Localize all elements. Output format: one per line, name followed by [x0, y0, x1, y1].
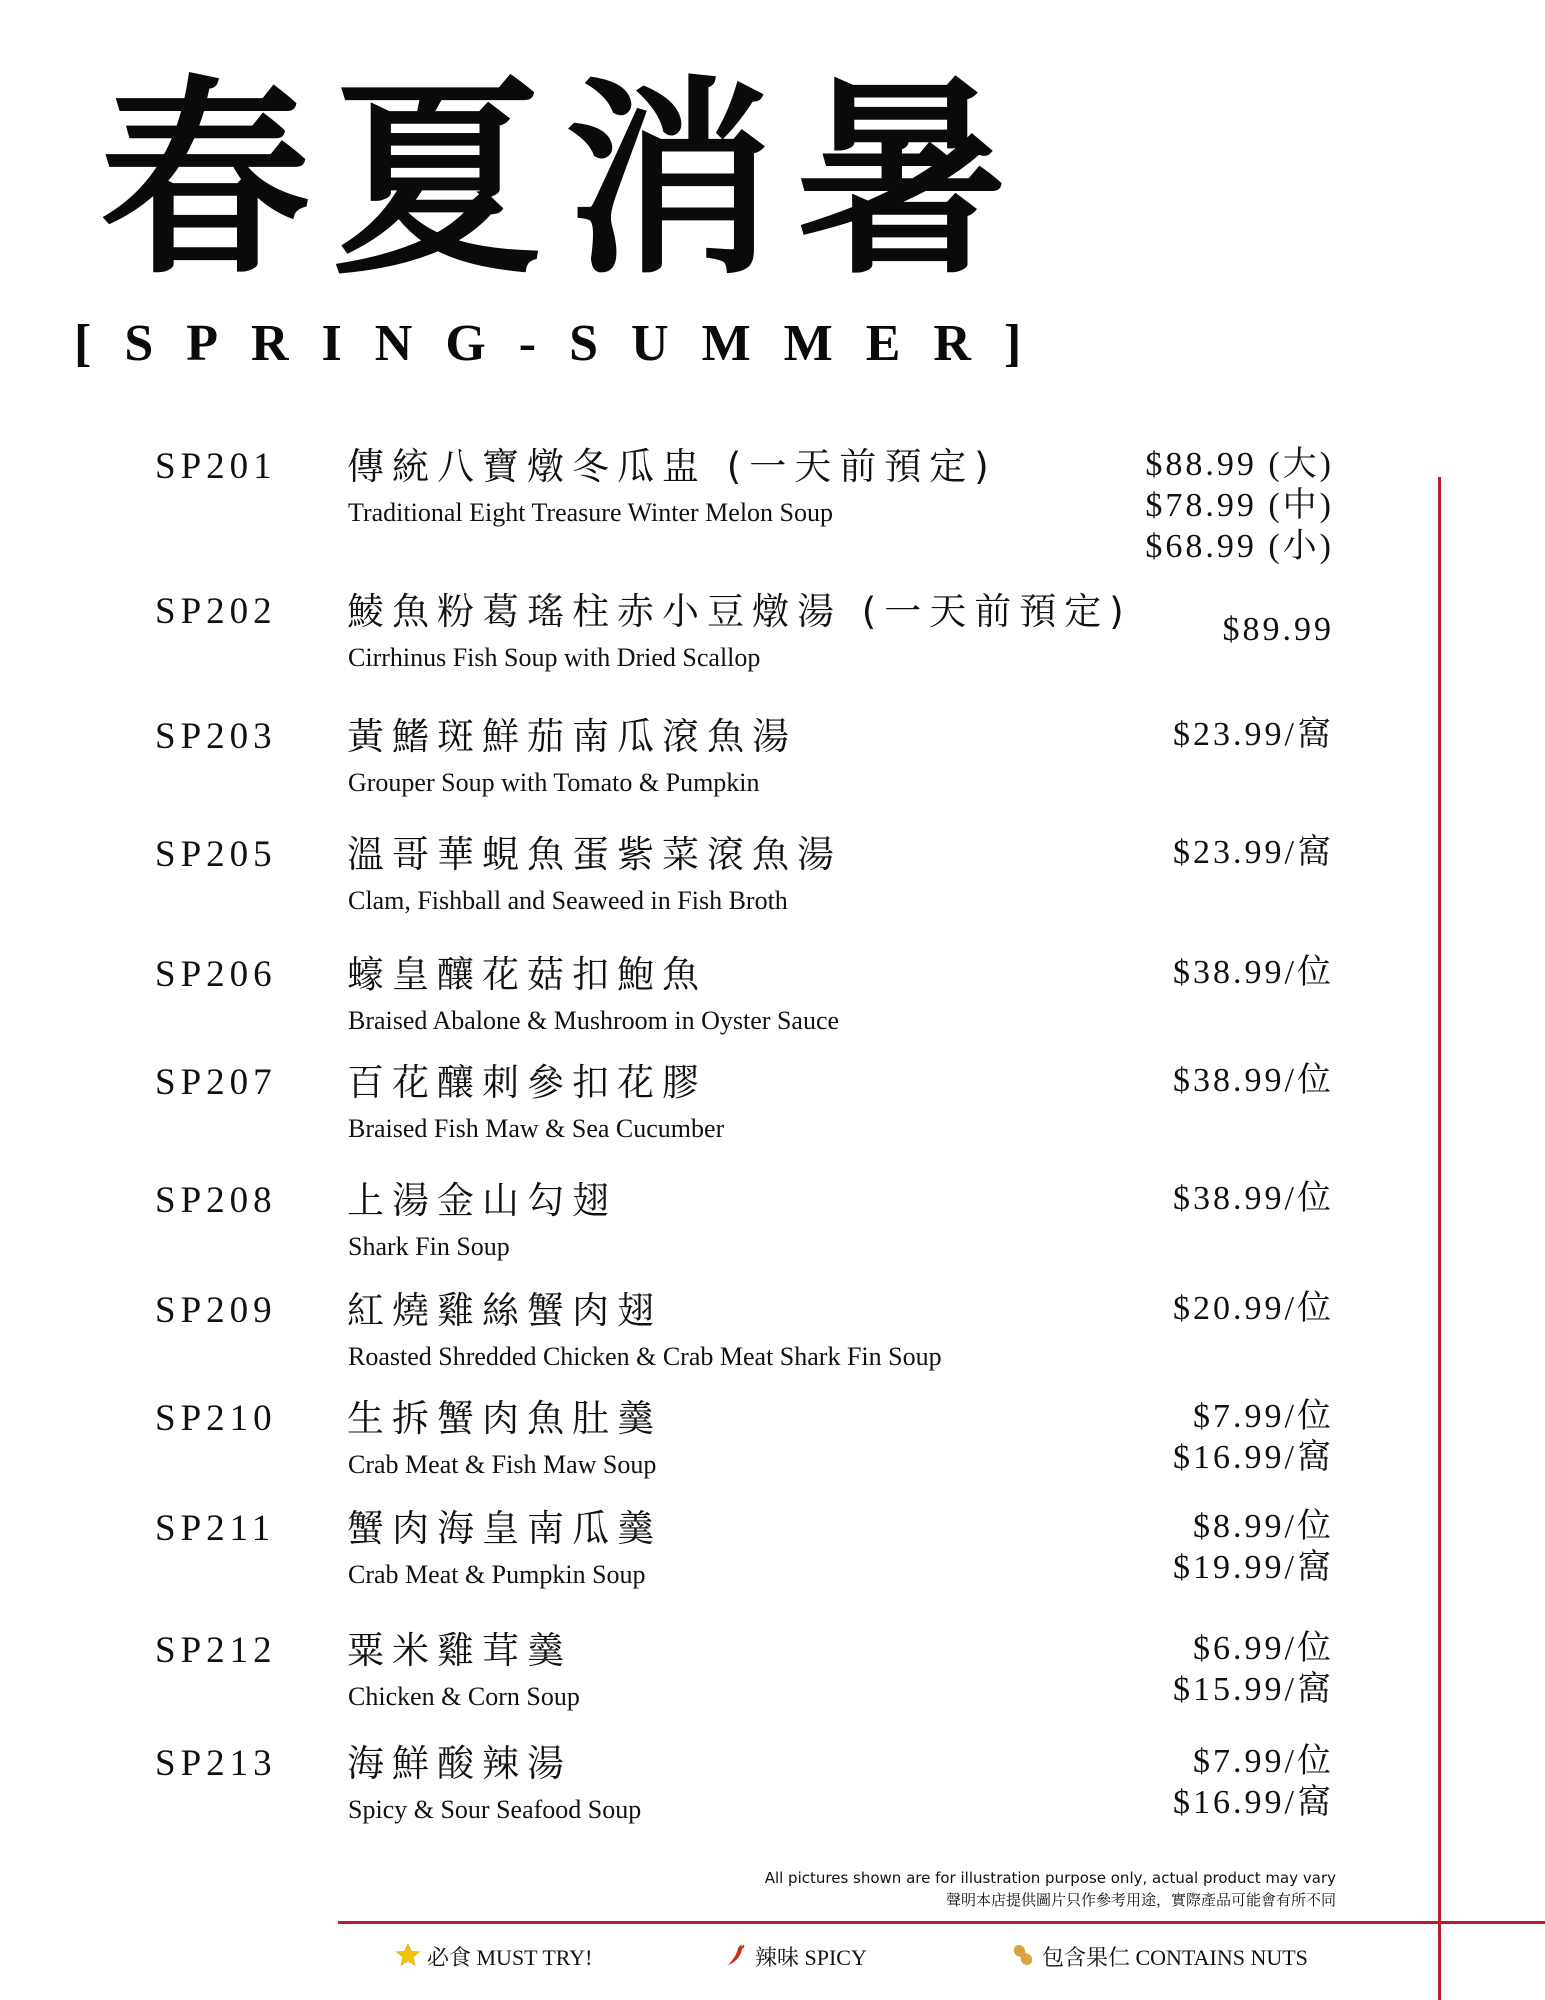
item-code: SP206 [155, 954, 277, 995]
item-code: SP205 [155, 834, 277, 875]
legend-contains-nuts-label: 包含果仁 CONTAINS NUTS [1042, 1945, 1308, 1970]
item-name-english: Cirrhinus Fish Soup with Dried Scallop [348, 643, 761, 672]
item-prices [1173, 1396, 1334, 1478]
item-price: $38.99/位 [1173, 1062, 1334, 1099]
item-prices [1173, 1741, 1334, 1823]
item-price: $38.99/位 [1173, 954, 1334, 991]
item-name-english: Crab Meat & Fish Maw Soup [348, 1450, 657, 1479]
item-prices [1173, 832, 1334, 873]
item-price: $20.99/位 [1173, 1290, 1334, 1327]
legend-must-try [395, 1942, 592, 1972]
legend-spicy [725, 1942, 867, 1972]
item-name-english: Chicken & Corn Soup [348, 1682, 580, 1711]
item-code: SP211 [155, 1508, 276, 1549]
item-name-chinese: 粟米雞茸羹 [347, 1629, 572, 1672]
item-price: $6.99/位 [1193, 1630, 1334, 1667]
item-name-chinese: 蟹肉海皇南瓜羹 [347, 1507, 662, 1550]
item-name-english: Crab Meat & Pumpkin Soup [348, 1560, 646, 1589]
item-code: SP203 [155, 716, 277, 757]
item-name-chinese: 鯪魚粉葛瑤柱赤小豆燉湯 (一天前預定) [347, 590, 1132, 633]
legend-spicy-label: 辣味 SPICY [755, 1945, 867, 1970]
item-prices [1145, 444, 1334, 567]
item-price: $7.99/位 [1193, 1743, 1334, 1780]
item-price: $89.99 [1222, 611, 1334, 648]
item-code: SP208 [155, 1180, 277, 1221]
item-name-english: Spicy & Sour Seafood Soup [348, 1795, 642, 1824]
peanut-icon [1010, 1942, 1036, 1972]
red-vertical-divider [1438, 477, 1441, 2000]
item-code: SP210 [155, 1398, 277, 1439]
item-prices [1173, 1060, 1334, 1101]
item-price: $68.99 (小) [1145, 528, 1334, 565]
item-price: $8.99/位 [1193, 1508, 1334, 1545]
item-name-chinese: 傳統八寶燉冬瓜盅 (一天前預定) [347, 445, 997, 488]
item-name-chinese: 黃鰭斑鮮茄南瓜滾魚湯 [347, 715, 797, 758]
item-prices [1173, 1288, 1334, 1329]
item-name-english: Shark Fin Soup [348, 1232, 510, 1261]
item-price: $7.99/位 [1193, 1398, 1334, 1435]
item-price: $38.99/位 [1173, 1180, 1334, 1217]
star-icon [395, 1942, 421, 1972]
item-price: $19.99/窩 [1173, 1549, 1334, 1586]
item-code: SP213 [155, 1743, 277, 1784]
item-code: SP207 [155, 1062, 277, 1103]
item-prices [1173, 952, 1334, 993]
item-name-english: Roasted Shredded Chicken & Crab Meat Shark Fin Soup [348, 1342, 942, 1371]
item-name-english: Braised Abalone & Mushroom in Oyster Sauce [348, 1006, 840, 1035]
item-name-chinese: 紅燒雞絲蟹肉翅 [347, 1289, 662, 1332]
chili-pepper-icon [725, 1942, 749, 1972]
item-price: $78.99 (中) [1145, 487, 1334, 524]
disclaimer-chinese: 聲明本店提供圖片只作參考用途，實際產品可能會有所不同 [945, 1891, 1336, 1909]
item-name-english: Clam, Fishball and Seaweed in Fish Broth [348, 886, 788, 915]
item-price: $23.99/窩 [1173, 716, 1334, 753]
item-name-chinese: 海鮮酸辣湯 [347, 1742, 572, 1785]
item-prices [1173, 714, 1334, 755]
item-code: SP212 [155, 1630, 277, 1671]
item-code: SP201 [155, 446, 277, 487]
item-price: $16.99/窩 [1173, 1784, 1334, 1821]
item-name-chinese: 上湯金山勾翅 [347, 1179, 617, 1222]
page-title-chinese: 春夏消暑 [100, 56, 1029, 303]
item-price: $16.99/窩 [1173, 1439, 1334, 1476]
item-prices [1173, 1506, 1334, 1588]
item-name-chinese: 蠔皇釀花菇扣鮑魚 [347, 953, 707, 996]
red-horizontal-divider [338, 1921, 1545, 1924]
item-price: $15.99/窩 [1173, 1671, 1334, 1708]
page-title-english: [SPRING-SUMMER] [74, 315, 1055, 372]
item-name-chinese: 百花釀刺參扣花膠 [347, 1061, 707, 1104]
item-code: SP202 [155, 591, 277, 632]
item-name-english: Grouper Soup with Tomato & Pumpkin [348, 768, 760, 797]
item-name-english: Braised Fish Maw & Sea Cucumber [348, 1114, 725, 1143]
legend-must-try-label: 必食 MUST TRY! [427, 1945, 593, 1970]
disclaimer-english: All pictures shown are for illustration purpose only, actual product may vary [764, 1869, 1336, 1887]
item-code: SP209 [155, 1290, 277, 1331]
item-name-english: Traditional Eight Treasure Winter Melon Soup [348, 498, 833, 527]
item-price: $23.99/窩 [1173, 834, 1334, 871]
item-prices [1173, 1178, 1334, 1219]
item-price: $88.99 (大) [1145, 446, 1334, 483]
legend-contains-nuts [1010, 1942, 1308, 1972]
item-name-chinese: 溫哥華蜆魚蛋紫菜滾魚湯 [347, 833, 842, 876]
item-name-chinese: 生拆蟹肉魚肚羹 [347, 1397, 662, 1440]
item-prices [1173, 1628, 1334, 1710]
item-prices [1223, 609, 1335, 650]
